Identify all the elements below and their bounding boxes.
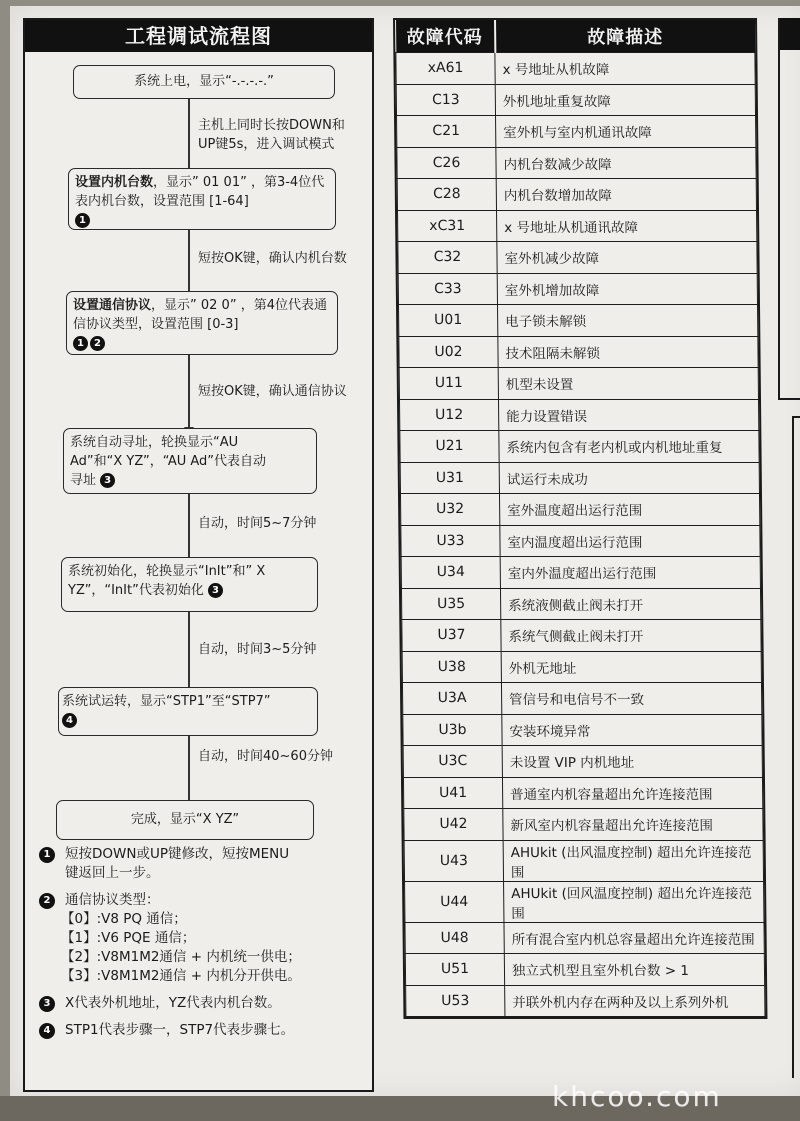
fault-code-cell: U35 [401, 588, 500, 620]
fault-description-cell: 机型未设置 [498, 368, 758, 400]
fault-code-cell: U11 [399, 368, 498, 400]
flow-connector [188, 230, 190, 296]
fault-code-cell: C32 [398, 242, 497, 274]
fault-code-cell: xC31 [398, 210, 497, 242]
fault-description-cell: 试运行未成功 [499, 462, 759, 494]
flow-step-power-on: 系统上电，显示“-.-.-.-.” [73, 65, 335, 99]
note-marker-4-icon: 4 [62, 713, 77, 728]
fault-code-cell: U3C [403, 746, 502, 778]
fault-description-cell: 室外机减少故障 [497, 242, 757, 274]
fault-description-cell: 室内外温度超出运行范围 [500, 557, 760, 589]
transition-label: 主机上同时长按DOWN和 UP键5s，进入调试模式 [198, 118, 345, 152]
fault-code-cell: U21 [400, 431, 499, 463]
fault-description-cell: 室外机与室内机通讯故障 [496, 116, 756, 148]
fault-code-cell: U3b [403, 714, 502, 746]
table-row [401, 525, 760, 557]
fault-description-cell: 外机地址重复故障 [495, 84, 755, 116]
fault-code-cell: C33 [398, 273, 497, 305]
fault-code-cell: C21 [397, 116, 496, 148]
table-row [406, 985, 765, 1017]
fault-description-cell: 系统液侧截止阀未打开 [500, 588, 760, 620]
table-row [402, 651, 761, 683]
note-marker-3-icon: 3 [100, 473, 115, 488]
table-row [398, 273, 757, 305]
table-row [399, 368, 758, 400]
fault-description-cell: 新风室内机容量超出允许连接范围 [503, 809, 763, 841]
table-header-row [396, 20, 755, 53]
flowchart-title: 工程调试流程图 [25, 20, 372, 52]
fault-description-cell: 能力设置错误 [498, 399, 758, 431]
fault-description-cell: 普通室内机容量超出允许连接范围 [502, 777, 762, 809]
fault-description-cell: 室内温度超出运行范围 [500, 525, 760, 557]
adjacent-panel-edge [778, 18, 800, 400]
flow-step-test-run: 系统试运转，显示“STP1”至“STP7” 4 [58, 687, 318, 736]
fault-code-cell: U38 [402, 651, 501, 683]
table-row [399, 305, 758, 337]
table-row [403, 777, 762, 809]
fault-code-cell: U42 [404, 809, 503, 841]
note-marker-3-icon: 3 [39, 996, 55, 1012]
transition-label: 短按OK键，确认通信协议 [198, 384, 347, 399]
fault-code-cell: U53 [406, 985, 505, 1017]
note-marker-1-icon: 1 [75, 213, 90, 228]
fault-code-cell: U33 [401, 525, 500, 557]
protocol-option: 【1】:V6 PQE 通信； [61, 930, 196, 946]
fault-description-cell: AHUkit (回风温度控制) 超出允许连接范围 [504, 881, 764, 922]
flow-connector [188, 612, 190, 692]
table-row [401, 557, 760, 589]
fault-description-cell: 室外机增加故障 [497, 273, 757, 305]
footnote-1: 1 短按DOWN或UP键修改，短按MENU 键返回上一步。 [39, 845, 359, 883]
fault-description-cell: 所有混合室内机总容量超出允许连接范围 [504, 922, 764, 954]
table-row [396, 53, 755, 85]
transition-label: 自动，时间40~60分钟 [198, 749, 333, 764]
fault-code-cell: U44 [405, 881, 504, 922]
fault-code-cell: U32 [400, 494, 499, 526]
fault-code-cell: U51 [405, 954, 504, 986]
fault-description-cell: 管信号和电信号不一致 [501, 683, 761, 715]
fault-description-cell: 并联外机内存在两种及以上系列外机 [505, 985, 765, 1017]
fault-code-table [395, 20, 765, 1017]
flow-step-auto-addressing: 系统自动寻址，轮换显示“AU Ad”和“X YZ”，“AU Ad”代表自动寻址 3 [63, 428, 317, 494]
table-row [397, 179, 756, 211]
table-row [404, 840, 763, 881]
table-row [403, 746, 762, 778]
fault-description-cell: 内机台数增加故障 [496, 179, 756, 211]
table-row [400, 494, 759, 526]
flow-step-set-protocol: 设置通信协议，显示” 02 0” ，第4位代表通信协议类型，设置范围 [0-3] 1 2 [66, 291, 338, 355]
transition-label: 自动，时间3~5分钟 [198, 642, 317, 657]
column-header-code: 故障代码 [396, 20, 495, 53]
note-marker-4-icon: 4 [39, 1023, 55, 1039]
table-row [402, 683, 761, 715]
fault-description-cell: 未设置 VIP 内机地址 [502, 746, 762, 778]
fault-description-cell: 电子锁未解锁 [498, 305, 758, 337]
fault-code-cell: U34 [401, 557, 500, 589]
table-row [402, 620, 761, 652]
flow-step-set-indoor-count: 设置内机台数，显示” 01 01” ，第3-4位代表内机台数，设置范围 [1-64] 1 [68, 168, 336, 230]
table-row [396, 84, 755, 116]
footnote-4: 4 STP1代表步骤一，STP7代表步骤七。 [39, 1021, 359, 1040]
adjacent-panel-edge [792, 416, 800, 1078]
note-marker-2-icon: 2 [90, 336, 105, 351]
footnote-3: 3 X代表外机地址，YZ代表内机台数。 [39, 994, 359, 1013]
fault-description-cell: x 号地址从机故障 [495, 53, 755, 85]
table-row [405, 922, 764, 954]
footnote-2: 2 通信协议类型： 【0】:V8 PQ 通信； 【1】:V6 PQE 通信； 【2】:V8M1M2通信 + 内机统一供电； 【3】:V8M1M2通信 + 内机分开供电。 [39, 891, 359, 986]
table-row [400, 431, 759, 463]
fault-code-cell: C28 [397, 179, 496, 211]
fault-description-cell: 系统气侧截止阀未打开 [501, 620, 761, 652]
protocol-option: 【0】:V8 PQ 通信； [61, 911, 187, 927]
fault-code-cell: U3A [402, 683, 501, 715]
flow-connector [188, 355, 190, 429]
table-row [397, 116, 756, 148]
table-row [399, 399, 758, 431]
fault-description-cell: x 号地址从机通讯故障 [497, 210, 757, 242]
transition-label: 自动，时间5~7分钟 [198, 516, 317, 531]
fault-description-cell: 系统内包含有老内机或内机地址重复 [499, 431, 759, 463]
table-row [403, 714, 762, 746]
flow-step-complete: 完成，显示“X YZ” [56, 800, 314, 840]
flow-connector [188, 494, 190, 560]
table-row [400, 462, 759, 494]
fault-description-cell: 室外温度超出运行范围 [499, 494, 759, 526]
fault-code-cell: U01 [399, 305, 498, 337]
fault-code-cell: U41 [403, 777, 502, 809]
column-header-description: 故障描述 [495, 20, 755, 53]
fault-code-cell: xA61 [396, 53, 495, 85]
flowchart-panel [23, 18, 374, 1092]
flow-connector [188, 99, 190, 179]
note-marker-1-icon: 1 [39, 847, 55, 863]
fault-description-cell: AHUkit (出风温度控制) 超出允许连接范围 [503, 840, 763, 881]
fault-code-cell: C26 [397, 147, 496, 179]
flow-connector [188, 736, 190, 803]
fault-code-cell: U31 [400, 462, 499, 494]
footnotes [39, 845, 359, 1048]
table-row [405, 881, 764, 922]
fault-code-table-panel [393, 18, 767, 1019]
table-row [405, 954, 764, 986]
table-row [401, 588, 760, 620]
table-row [398, 210, 757, 242]
fault-code-cell: U48 [405, 922, 504, 954]
fault-description-cell: 独立式机型且室外机台数 > 1 [504, 954, 764, 986]
protocol-option: 【2】:V8M1M2通信 + 内机统一供电； [61, 949, 301, 965]
fault-code-cell: U12 [399, 399, 498, 431]
protocol-option: 【3】:V8M1M2通信 + 内机分开供电。 [61, 968, 301, 984]
fault-description-cell: 外机无地址 [501, 651, 761, 683]
note-marker-3-icon: 3 [208, 583, 223, 598]
table-row [404, 809, 763, 841]
note-marker-2-icon: 2 [39, 893, 55, 909]
table-row [397, 147, 756, 179]
fault-code-cell: U02 [399, 336, 498, 368]
fault-code-cell: C13 [396, 84, 495, 116]
flow-step-initialize: 系统初始化，轮换显示“InIt”和” X YZ”，“InIt”代表初始化 3 [61, 557, 318, 612]
transition-label: 短按OK键，确认内机台数 [198, 251, 347, 266]
table-row [399, 336, 758, 368]
fault-description-cell: 技术阻隔未解锁 [498, 336, 758, 368]
fault-description-cell: 安装环境异常 [502, 714, 762, 746]
note-marker-1-icon: 1 [73, 336, 88, 351]
fault-code-cell: U37 [402, 620, 501, 652]
fault-description-cell: 内机台数减少故障 [496, 147, 756, 179]
fault-code-cell: U43 [404, 840, 503, 881]
table-row [398, 242, 757, 274]
watermark: khcoo.com [552, 1080, 722, 1113]
